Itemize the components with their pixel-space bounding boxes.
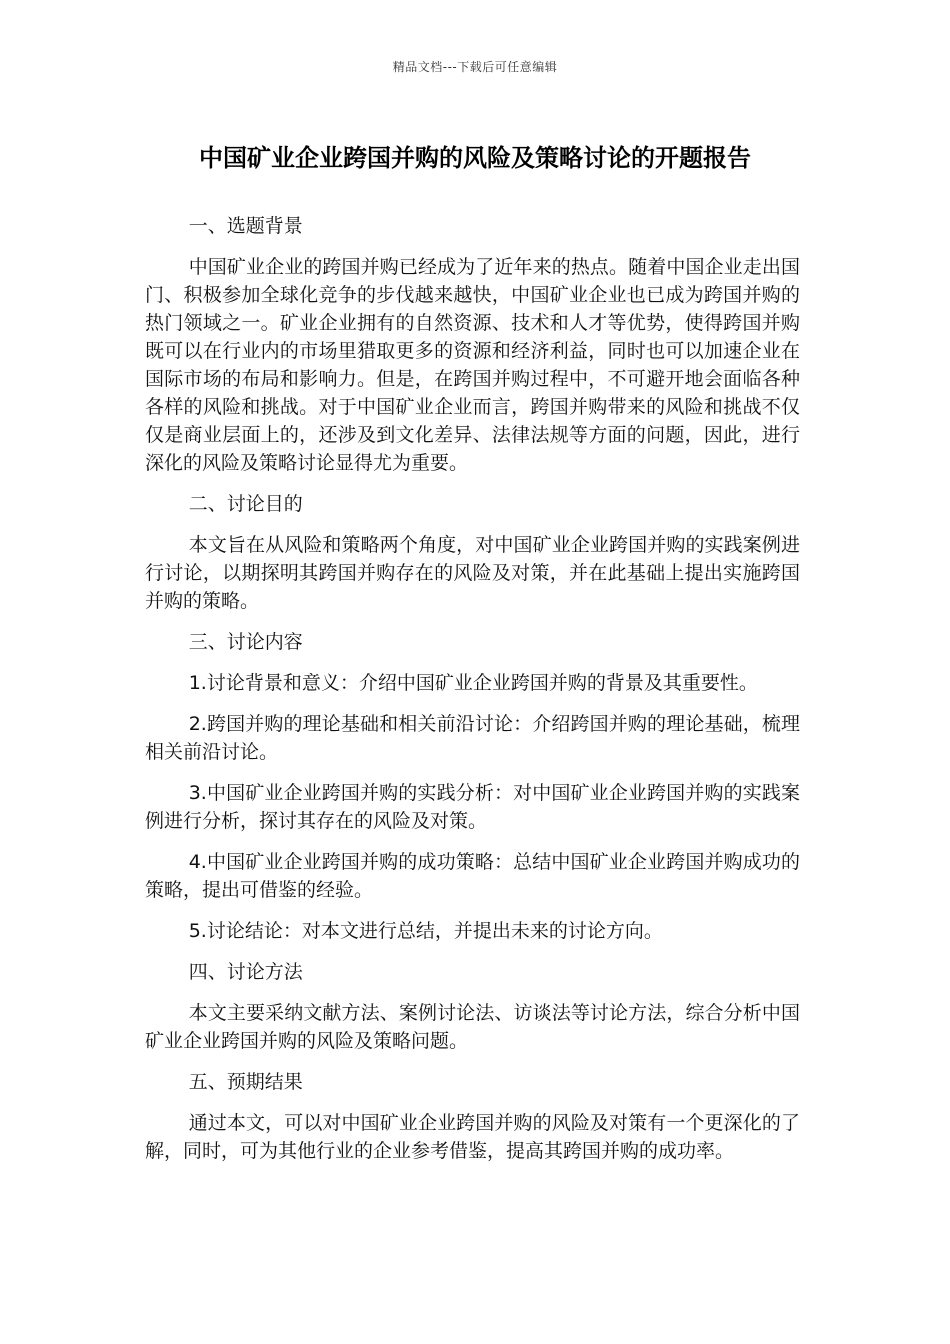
list-item-content-4: 4.中国矿业企业跨国并购的成功策略：总结中国矿业企业跨国并购成功的策略，提出可借鉴的经验。 — [145, 851, 800, 901]
section-heading-method: 四、讨论方法 — [188, 961, 303, 983]
paragraph-background: 中国矿业企业的跨国并购已经成为了近年来的热点。随着中国企业走出国门、积极参加全球化竞争的步伐越来越快，中国矿业企业也已成为跨国并购的热门领域之一。矿业企业拥有的自然资源、技术和人才等优势，使得跨国并购既可以在行业内的市场里猎取更多的资源和经济利益，同时也可以加速企业在国际市场的布局和影响力。但是，在跨国并购过程中，不可避开地会面临各种各样的风险和挑战。对于中国矿业企业而言，跨国并购带来的风险和挑战不仅仅是商业层面上的，还涉及到文化差异、法律法规等方面的问题，因此，进行深化的风险及策略讨论显得尤为重要。 — [145, 256, 800, 474]
section-heading-content: 三、讨论内容 — [188, 631, 303, 653]
list-item-content-2: 2.跨国并购的理论基础和相关前沿讨论：介绍跨国并购的理论基础，梳理相关前沿讨论。 — [145, 713, 800, 763]
list-item-content-1: 1.讨论背景和意义：介绍中国矿业企业跨国并购的背景及其重要性。 — [188, 672, 758, 694]
list-item-content-5: 5.讨论结论：对本文进行总结，并提出未来的讨论方向。 — [188, 920, 663, 942]
section-heading-purpose: 二、讨论目的 — [188, 493, 303, 515]
header-note: 精品文档---下载后可任意编辑 — [392, 60, 558, 74]
list-item-content-3: 3.中国矿业企业跨国并购的实践分析：对中国矿业企业跨国并购的实践案例进行分析，探讨其存在的风险及对策。 — [145, 782, 800, 832]
section-heading-expected-results: 五、预期结果 — [188, 1071, 303, 1093]
section-heading-background: 一、选题背景 — [188, 215, 303, 237]
paragraph-expected-results: 通过本文，可以对中国矿业企业跨国并购的风险及对策有一个更深化的了解，同时，可为其他行业的企业参考借鉴，提高其跨国并购的成功率。 — [145, 1112, 800, 1162]
document-body — [145, 212, 800, 1178]
paragraph-method: 本文主要采纳文献方法、案例讨论法、访谈法等讨论方法，综合分析中国矿业企业跨国并购的风险及策略问题。 — [145, 1002, 800, 1052]
document-title: 中国矿业企业跨国并购的风险及策略讨论的开题报告 — [199, 144, 751, 172]
paragraph-purpose: 本文旨在从风险和策略两个角度，对中国矿业企业跨国并购的实践案例进行讨论，以期探明其跨国并购存在的风险及对策，并在此基础上提出实施跨国并购的策略。 — [145, 534, 800, 612]
